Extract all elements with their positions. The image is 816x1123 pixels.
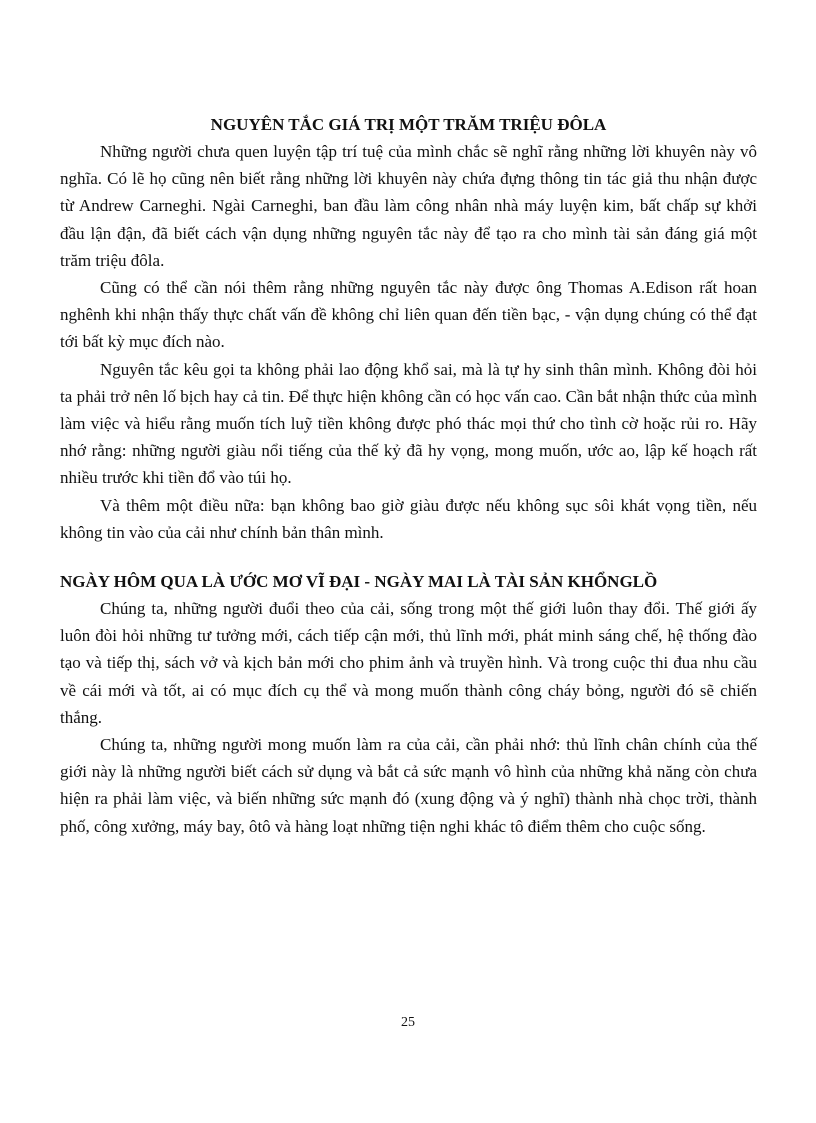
page-number: 25 — [401, 1015, 415, 1030]
paragraph: Và thêm một điều nữa: bạn không bao giờ giàu được nếu không sục sôi khát vọng tiền, nếu không tin vào của cải như chính bản thân mình. — [60, 495, 757, 542]
document-page — [60, 112, 757, 840]
paragraph: Chúng ta, những người đuổi theo của cải, sống trong một thế giới luôn thay đổi. Thế giới ấy luôn đòi hỏi những tư tưởng mới, cách tiếp cận mới, thủ lĩnh mới, phát minh sáng chế, hệ thống đào tạo và tiếp thị, sách vở và kịch bản mới cho phim ảnh và truyền hình. Và trong cuộc thi đua nhu cầu về cái mới và tốt, ai có mục đích cụ thể và mong muốn thành công cháy bỏng, người đó sẽ chiến thắng. — [60, 599, 757, 727]
section-title: NGUYÊN TẮC GIÁ TRỊ MỘT TRĂM TRIỆU ĐÔLA — [210, 115, 607, 134]
section-title: NGÀY HÔM QUA LÀ ƯỚC MƠ VĨ ĐẠI - NGÀY MAI LÀ TÀI SẢN KHỔNGLỒ — [60, 572, 658, 592]
paragraph: Cũng có thể cần nói thêm rằng những nguyên tắc này được ông Thomas A.Edison rất hoan nghênh khi nhận thấy thực chất vấn đề không chỉ liên quan đến tiền bạc, - vận dụng chúng có thể đạt tới bất kỳ mục đích nào. — [60, 278, 757, 352]
paragraph: Những người chưa quen luyện tập trí tuệ của mình chắc sẽ nghĩ rằng những lời khuyên này vô nghĩa. Có lẽ họ cũng nên biết rằng những lời khuyên này chứa đựng thông tin tác giả thu nhận được từ Andrew Carneghi. Ngài Carneghi, ban đầu làm công nhân nhà máy luyện kim, bất chấp sự khởi đầu lận đận, đã biết cách vận dụng những nguyên tắc này để tạo ra cho mình tài sản đáng giá một trăm triệu đôla. — [60, 142, 757, 270]
paragraph: Nguyên tắc kêu gọi ta không phải lao động khổ sai, mà là tự hy sinh thân mình. Không đòi hỏi ta phải trở nên lố bịch hay cả tin. Để thực hiện không cần có học vấn cao. Cần bắt nhận thức của mình làm việc và hiểu rằng muốn tích luỹ tiền không được phó thác mọi thứ cho tình cờ hoặc rủi ro. Hãy nhớ rằng: những người giàu nổi tiếng của thế kỷ đã hy vọng, mong muốn, ước ao, lập kế hoạch rất nhiều trước khi tiền đổ vào túi họ. — [60, 359, 757, 488]
paragraph: Chúng ta, những người mong muốn làm ra của cải, cần phải nhớ: thủ lĩnh chân chính của thế giới này là những người biết cách sử dụng và bắt cả sức mạnh vô hình của những khả năng còn chưa hiện ra phải làm việc, và biến những sức mạnh đó (xung động và ý nghĩ) thành nhà chọc trời, thành phố, công xưởng, máy bay, ôtô và hàng loạt những tiện nghi khác tô điểm thêm cho cuộc sống. — [60, 735, 757, 836]
